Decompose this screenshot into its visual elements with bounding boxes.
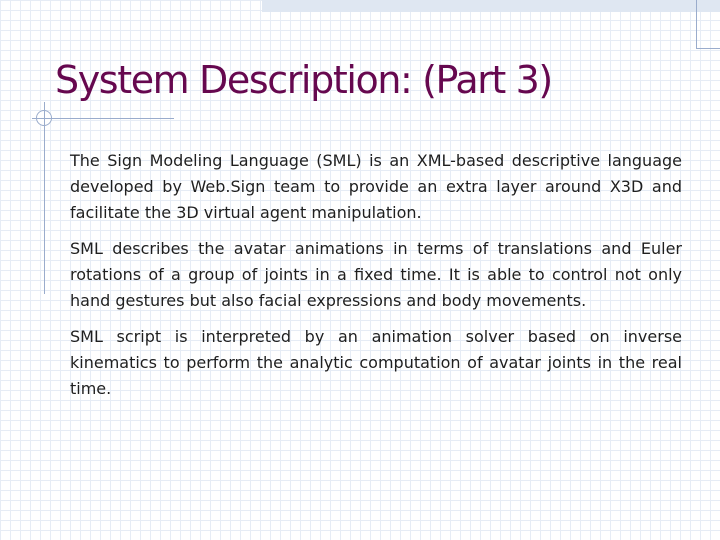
crosshair-icon <box>36 110 52 126</box>
slide-body <box>70 148 682 412</box>
top-decorative-band <box>262 0 720 12</box>
right-horizontal-rule <box>696 48 720 49</box>
paragraph-sml-solver: SML script is interpreted by an animation solver based on inverse kinematics to perform the analytic computation of avatar joints in the real time. <box>70 327 682 398</box>
title-underline-rule <box>38 118 174 119</box>
paragraph-sml-animations: SML describes the avatar animations in terms of translations and Euler rotations of a group of joints in a fixed time. It is able to control not only hand gestures but also facial expressions and body movements. <box>70 239 682 310</box>
left-vertical-rule <box>44 102 45 294</box>
right-vertical-rule <box>696 0 697 48</box>
paragraph-sml-definition: The Sign Modeling Language (SML) is an XML-based descriptive language developed by Web.Sign team to provide an extra layer around X3D and facilitate the 3D virtual agent manipulation. <box>70 151 682 222</box>
slide-title: System Description: (Part 3) <box>55 58 552 102</box>
